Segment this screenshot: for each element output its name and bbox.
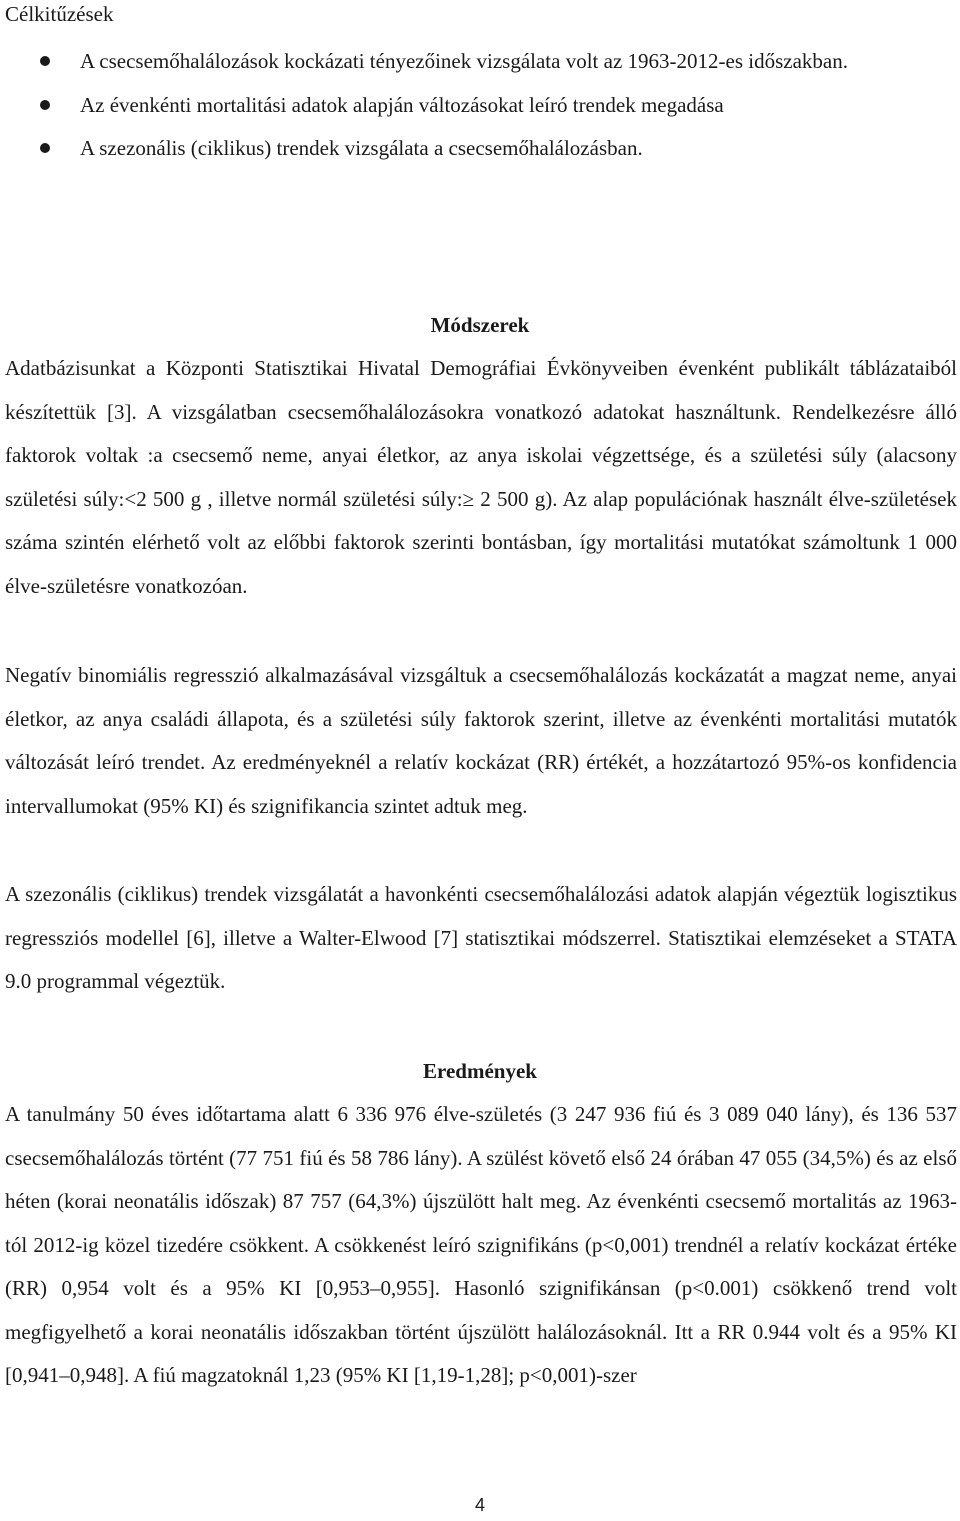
methods-paragraph-seasonal: A szezonális (ciklikus) trendek vizsgálatát a havonkénti csecsemőhalálozási adatok alapján végeztük logisztikus regressziós modellel [6], illetve a Walter-Elwood [7] statisztikai módszerrel. Statisztikai elemzéseket a STATA 9.0 programmal végeztük.: [5, 882, 957, 993]
results-paragraph: A tanulmány 50 éves időtartama alatt 6 336 976 élve-születés (3 247 936 fiú és 3 089 040 lány), és 136 537 csecsemőhalálozás történt (77 751 fiú és 58 786 lány). A szülést követő első 24 órában 47 055 (34,5%) és az első héten (korai neonatális időszak) 87 757 (64,3%) újszülött halt meg. Az évenkénti csecsemő mortalitás az 1963-tól 2012-ig közel tizedére csökkent. A csökkenést leíró szignifikáns (p<0,001) trendnél a relatív kockázat értéke (RR) 0,954 volt és a 95% KI [0,953–0,955]. Hasonló szignifikánsan (p<0.001) csökkenő trend volt megfigyelhető a korai neonatális időszakban történt újszülött halálozásoknál. Itt a RR 0.944 volt és a 95% KI [0,941–0,948]. A fiú magzatoknál 1,23 (95% KI [1,19-1,28]; p<0,001)-szer: [5, 1102, 957, 1387]
objective-item: [0, 84, 960, 128]
objectives-list: [0, 40, 960, 171]
page-number: 4: [474, 1495, 485, 1515]
objectives-heading: Célkitűzések: [5, 2, 114, 26]
objective-text: A csecsemőhalálozások kockázati tényezőinek vizsgálata volt az 1963-2012-es időszakban.: [80, 49, 848, 73]
methods-paragraph-data: Adatbázisunkat a Központi Statisztikai Hivatal Demográfiai Évkönyveiben évenként publikált táblázataiból készítettük [3]. A vizsgálatban csecsemőhalálozásokra vonatkozó adatokat használtunk. Rendelkezésre álló faktorok voltak :a csecsemő neme, anyai életkor, az anya iskolai végzettsége, és a születési súly (alacsony születési súly:<2 500 g , illetve normál születési súly:≥ 2 500 g). Az alap populációnak használt élve-születések száma szintén elérhető volt az előbbi faktorok szerinti bontásban, így mortalitási mutatókat számoltunk 1 000 élve-születésre vonatkozóan.: [5, 356, 957, 598]
methods-paragraph-regression: Negatív binomiális regresszió alkalmazásával vizsgáltuk a csecsemőhalálozás kockázatát a magzat neme, anyai életkor, az anya családi állapota, és a születési súly faktorok szerint, illetve az évenkénti mortalitási mutatók változását leíró trendet. Az eredményeknél a relatív kockázat (RR) értékét, a hozzátartozó 95%-os konfidencia intervallumokat (95% KI) és szignifikancia szintet adtuk meg.: [5, 663, 957, 818]
bullet-icon: [40, 56, 50, 66]
objective-item: [0, 127, 960, 171]
bullet-icon: [40, 143, 50, 153]
results-heading: Eredmények: [423, 1059, 537, 1083]
objective-text: Az évenkénti mortalitási adatok alapján változásokat leíró trendek megadása: [80, 92, 724, 117]
objective-item: [0, 40, 960, 84]
objective-text: A szezonális (ciklikus) trendek vizsgálata a csecsemőhalálozásban.: [80, 136, 643, 160]
methods-heading: Módszerek: [430, 313, 530, 337]
bullet-icon: [40, 100, 50, 110]
